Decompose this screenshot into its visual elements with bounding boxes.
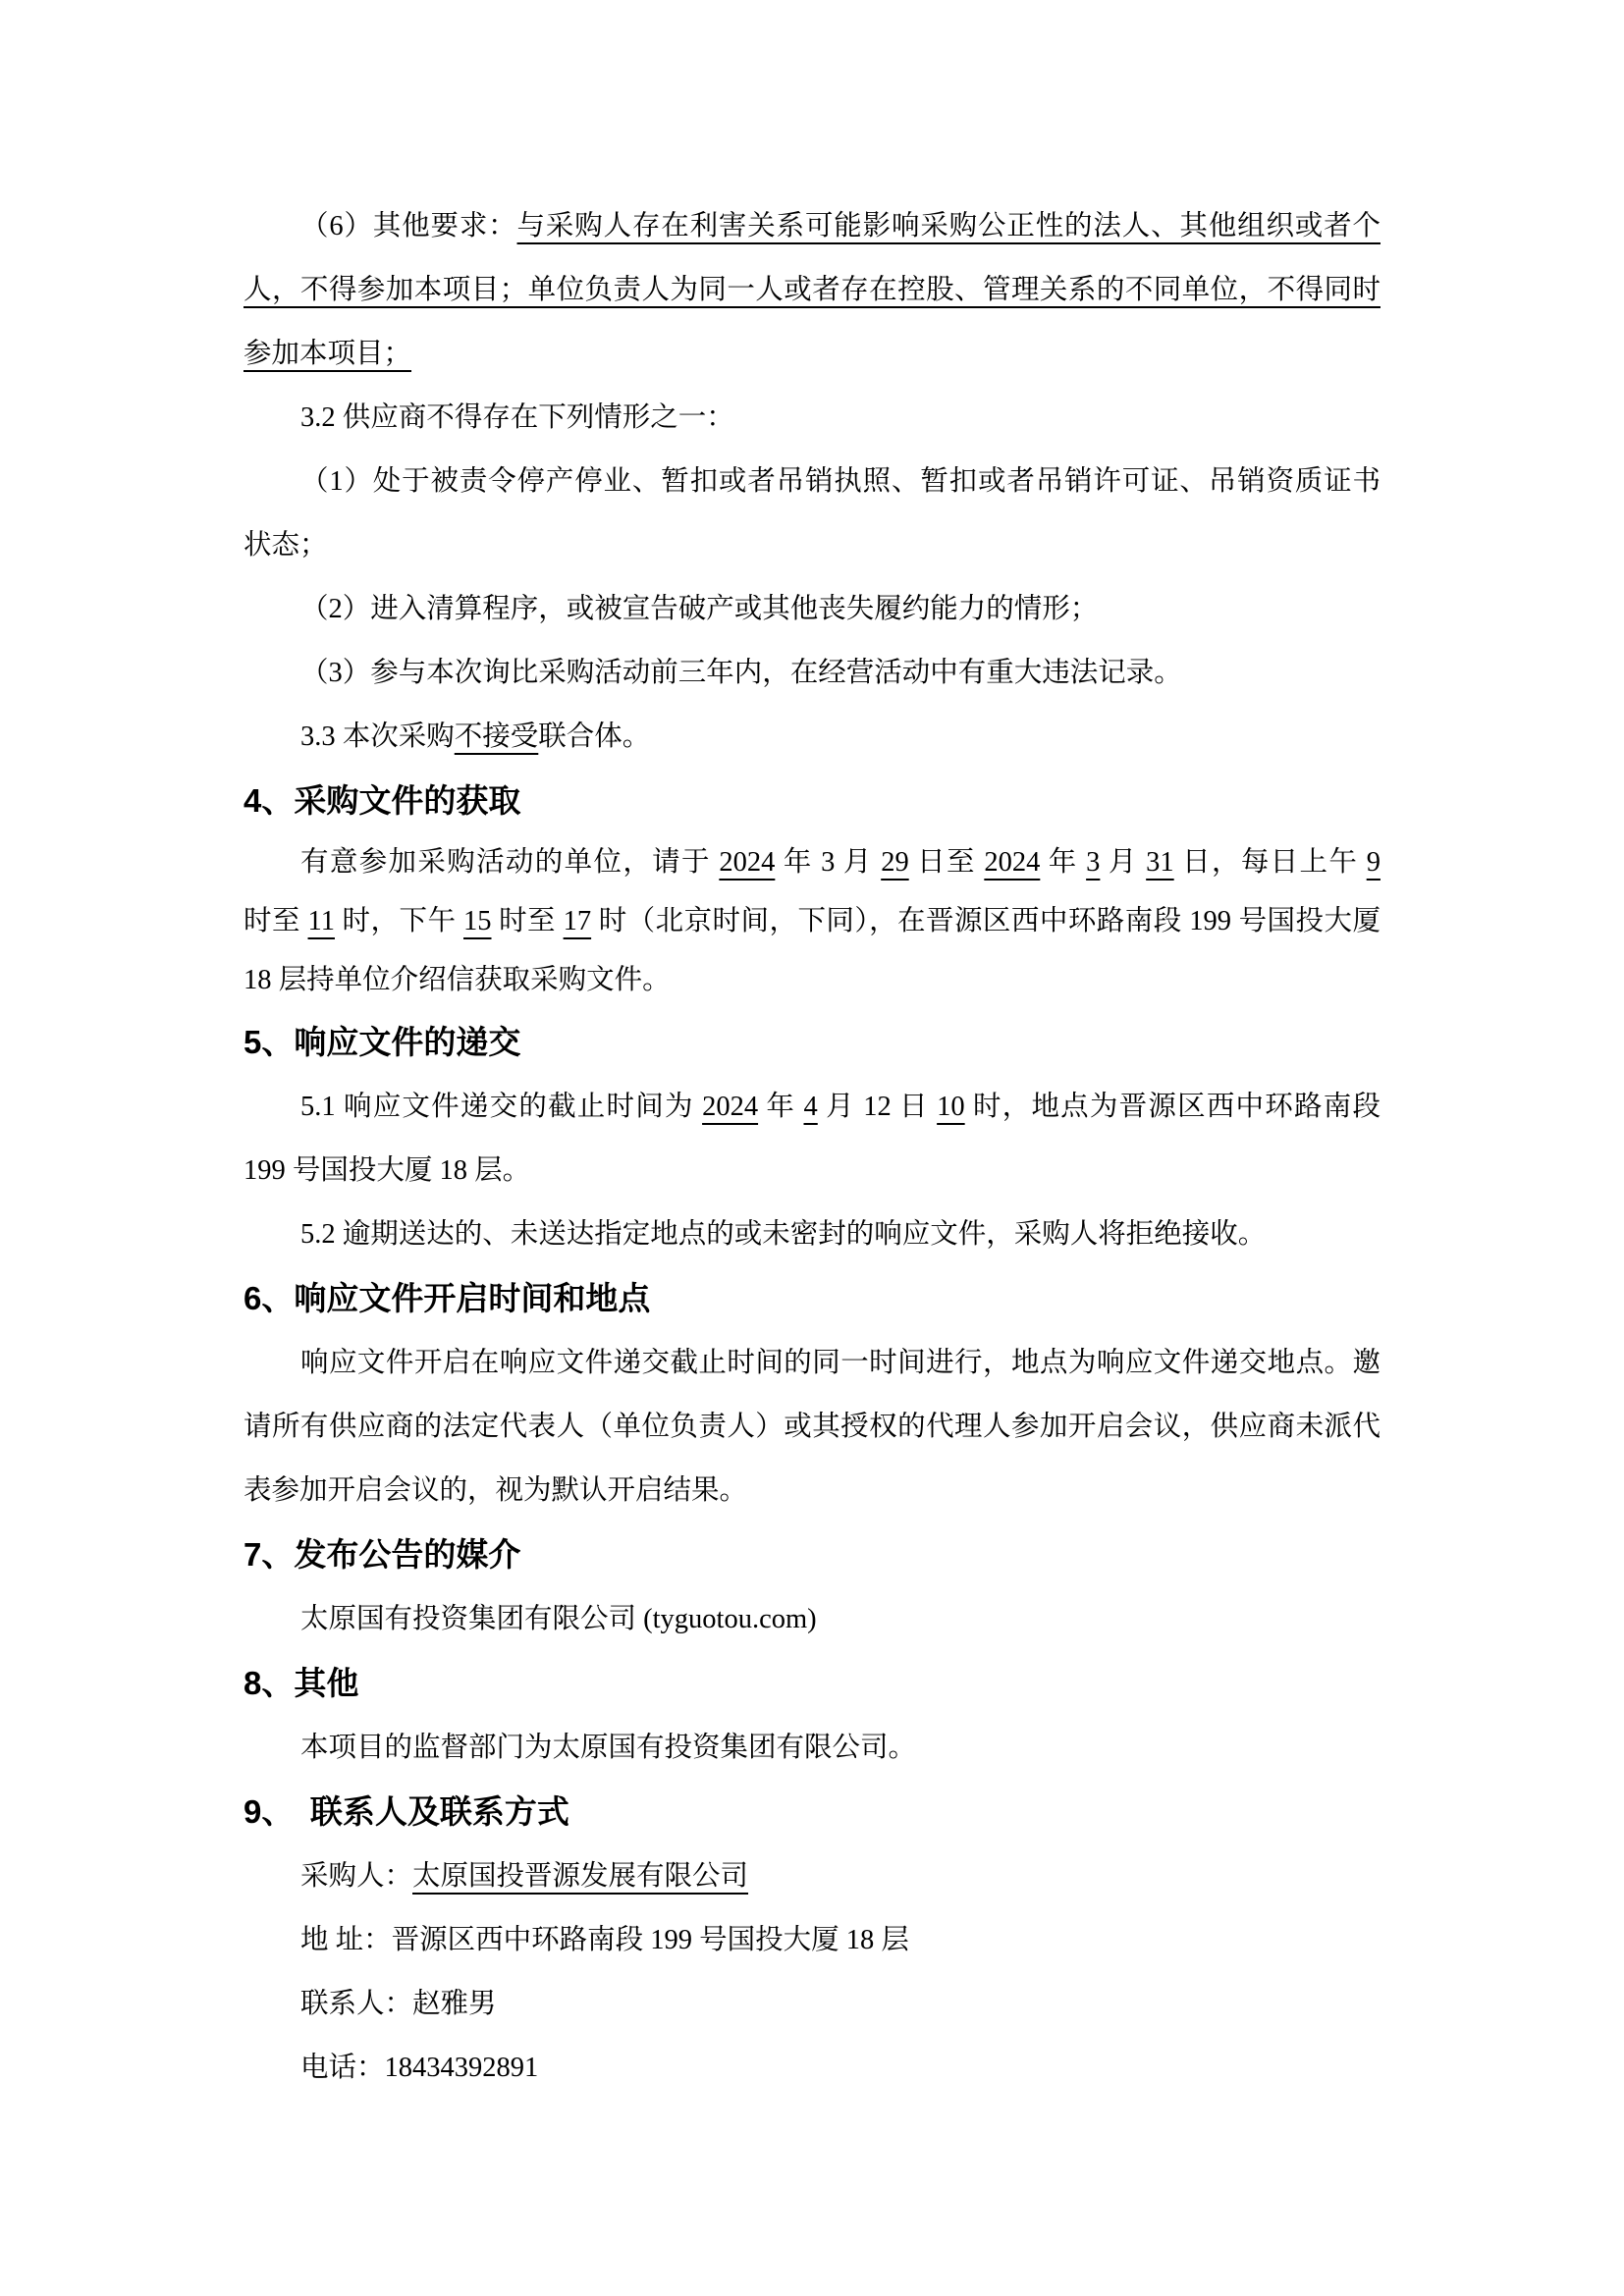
text-line — [244, 1716, 1380, 1780]
text-segment: 采购人： — [300, 1861, 413, 1892]
text-line — [244, 513, 1380, 577]
text-line — [244, 386, 1380, 450]
text-segment: 8、其他 — [244, 1665, 359, 1701]
text-segment: 9、 联系人及联系方式 — [244, 1793, 569, 1830]
text-segment: （3）参与本次询比采购活动前三年内，在经营活动中有重大违法记录。 — [300, 658, 1182, 688]
text-line — [244, 1587, 1380, 1651]
text-segment: 4、采购文件的获取 — [244, 782, 521, 819]
text-segment: 日至 — [908, 847, 985, 878]
text-line — [244, 322, 1380, 386]
heading-line — [244, 769, 1380, 833]
text-line — [244, 2036, 1380, 2100]
text-line — [244, 1075, 1380, 1139]
heading-line — [244, 1522, 1380, 1587]
section-4-body — [244, 833, 1380, 1010]
section-6-heading — [244, 1266, 1380, 1331]
text-segment: 6、响应文件开启时间和地点 — [244, 1280, 651, 1316]
text-segment: 年 — [758, 1092, 804, 1122]
clause-3-2-item-2 — [244, 577, 1380, 641]
text-segment: 电话：18434392891 — [300, 2053, 539, 2083]
text-segment: 联合体。 — [538, 721, 651, 752]
text-segment: 日，每日上午 — [1173, 847, 1367, 878]
text-segment: 太原国有投资集团有限公司 (tyguotou.com) — [300, 1604, 817, 1634]
clause-3-2-item-3 — [244, 641, 1380, 705]
section-7-heading — [244, 1522, 1380, 1587]
underlined-text-segment: 15 — [463, 906, 492, 936]
section-4-heading — [244, 769, 1380, 833]
section-7-body — [244, 1587, 1380, 1651]
underlined-text-segment: 参加本项目； — [244, 339, 412, 369]
text-segment: 本项目的监督部门为太原国有投资集团有限公司。 — [300, 1733, 917, 1763]
text-segment: 3.3 本次采购 — [300, 721, 455, 752]
text-segment: 5.1 响应文件递交的截止时间为 — [300, 1092, 703, 1122]
underlined-text-segment: 11 — [307, 906, 335, 936]
text-line — [244, 577, 1380, 641]
section-9-heading — [244, 1780, 1380, 1844]
text-line — [244, 641, 1380, 705]
underlined-text-segment: 3 — [1086, 847, 1101, 878]
underlined-text-segment: 2024 — [702, 1092, 759, 1122]
text-line — [244, 1972, 1380, 2036]
text-line — [244, 1395, 1380, 1459]
text-segment: 时至 — [244, 906, 308, 936]
text-line — [244, 892, 1380, 951]
underlined-text-segment: 2024 — [719, 847, 776, 878]
underlined-text-segment: 4 — [803, 1092, 818, 1122]
text-segment: 时至 — [491, 906, 564, 936]
contact-phone — [244, 2036, 1380, 2100]
text-segment: 时（北京时间，下同），在晋源区西中环路南段 199 号国投大厦 — [591, 906, 1380, 936]
clause-3-3 — [244, 705, 1380, 769]
text-line — [244, 1908, 1380, 1972]
text-line — [244, 1331, 1380, 1395]
text-segment: 7、发布公告的媒介 — [244, 1536, 521, 1573]
text-segment: 199 号国投大厦 18 层。 — [244, 1155, 531, 1186]
underlined-text-segment: 不接受 — [454, 721, 539, 752]
heading-line — [244, 1780, 1380, 1844]
heading-line — [244, 1266, 1380, 1331]
underlined-text-segment: 29 — [881, 847, 909, 878]
section-5-heading — [244, 1010, 1380, 1075]
text-segment: 地 址：晋源区西中环路南段 199 号国投大厦 18 层 — [300, 1925, 909, 1955]
text-segment: 月 — [1100, 847, 1147, 878]
underlined-text-segment: 17 — [563, 906, 592, 936]
text-line — [244, 450, 1380, 513]
text-segment: 时，地点为晋源区西中环路南段 — [964, 1092, 1380, 1122]
text-line — [244, 833, 1380, 892]
document-content — [244, 194, 1380, 2100]
text-segment: 时，下午 — [334, 906, 463, 936]
text-segment: 年 — [1040, 847, 1087, 878]
text-segment: 响应文件开启在响应文件递交截止时间的同一时间进行，地点为响应文件递交地点。邀 — [300, 1348, 1380, 1378]
text-line — [244, 1202, 1380, 1266]
underlined-text-segment: 人，不得参加本项目；单位负责人为同一人或者存在控股、管理关系的不同单位，不得同时 — [244, 275, 1380, 305]
clause-3-2-item-1 — [244, 450, 1380, 577]
contact-person — [244, 1972, 1380, 2036]
text-segment: 表参加开启会议的，视为默认开启结果。 — [244, 1475, 748, 1506]
text-line — [244, 1139, 1380, 1202]
text-segment: 联系人：赵雅男 — [300, 1989, 497, 2019]
text-segment: 5、响应文件的递交 — [244, 1024, 521, 1060]
text-segment: 年 3 月 — [775, 847, 882, 878]
text-segment: （1）处于被责令停产停业、暂扣或者吊销执照、暂扣或者吊销许可证、吊销资质证书 — [300, 466, 1380, 497]
clause-5-1 — [244, 1075, 1380, 1202]
underlined-text-segment: 2024 — [984, 847, 1041, 878]
underlined-text-segment: 10 — [937, 1092, 965, 1122]
text-segment: 18 层持单位介绍信获取采购文件。 — [244, 965, 671, 995]
text-line — [244, 258, 1380, 322]
clause-5-2 — [244, 1202, 1380, 1266]
contact-address — [244, 1908, 1380, 1972]
text-line — [244, 951, 1380, 1010]
text-line — [244, 194, 1380, 258]
section-8-body — [244, 1716, 1380, 1780]
underlined-text-segment: 太原国投晋源发展有限公司 — [412, 1861, 749, 1892]
heading-line — [244, 1010, 1380, 1075]
text-line — [244, 705, 1380, 769]
text-segment: 请所有供应商的法定代表人（单位负责人）或其授权的代理人参加开启会议，供应商未派代 — [244, 1412, 1380, 1442]
text-segment: 状态； — [244, 530, 328, 561]
clause-3-2 — [244, 386, 1380, 450]
underlined-text-segment: 与采购人存在利害关系可能影响采购公正性的法人、其他组织或者个 — [516, 211, 1380, 241]
contact-purchaser — [244, 1844, 1380, 1908]
text-segment: 5.2 逾期送达的、未送达指定地点的或未密封的响应文件，采购人将拒绝接收。 — [300, 1219, 1267, 1250]
clause-6-other-requirements — [244, 194, 1380, 386]
heading-line — [244, 1651, 1380, 1716]
underlined-text-segment: 31 — [1146, 847, 1174, 878]
text-segment: 月 12 日 — [817, 1092, 938, 1122]
text-segment: （2）进入清算程序，或被宣告破产或其他丧失履约能力的情形； — [300, 594, 1099, 624]
section-6-body — [244, 1331, 1380, 1522]
text-segment: 有意参加采购活动的单位，请于 — [300, 847, 720, 878]
text-line — [244, 1844, 1380, 1908]
section-8-heading — [244, 1651, 1380, 1716]
text-segment: （6）其他要求： — [300, 211, 517, 241]
text-line — [244, 1459, 1380, 1522]
text-segment: 3.2 供应商不得存在下列情形之一： — [300, 402, 734, 433]
underlined-text-segment: 9 — [1366, 847, 1380, 878]
